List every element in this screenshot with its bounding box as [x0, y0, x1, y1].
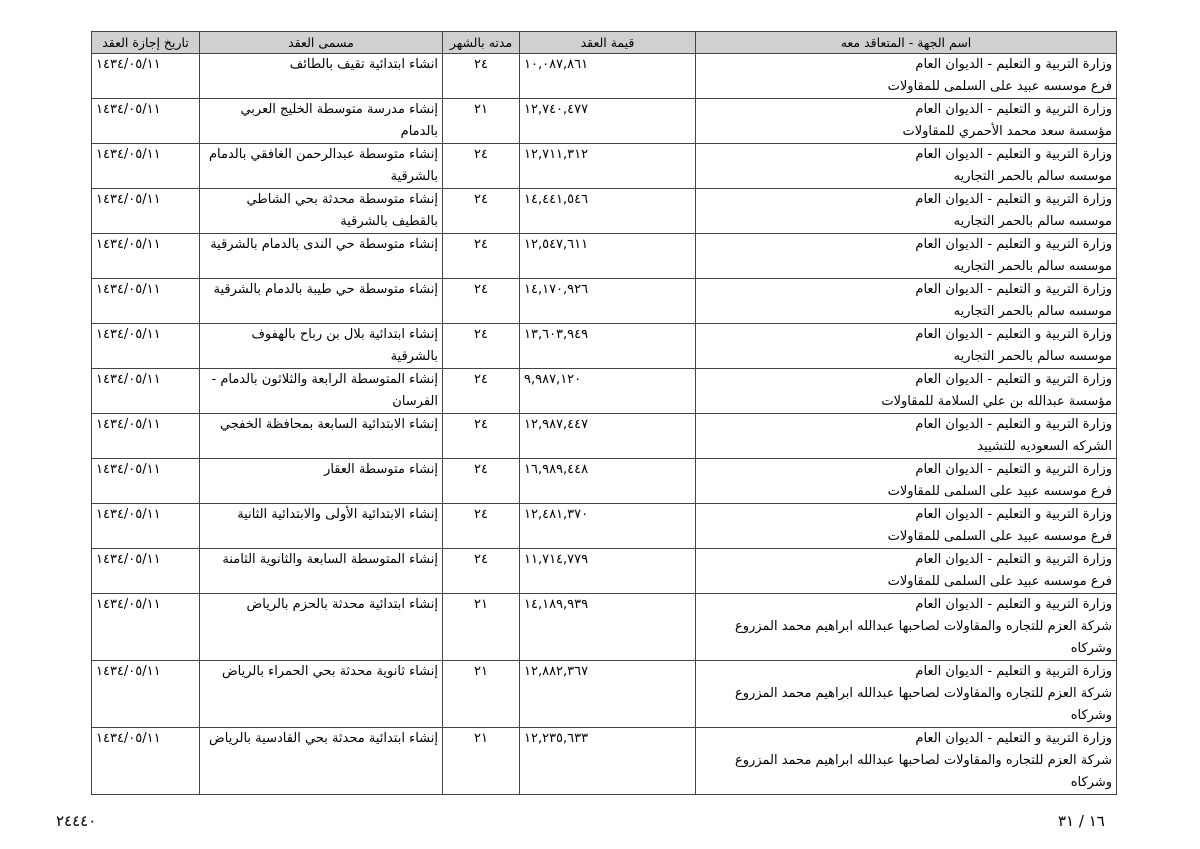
cell-title: إنشاء الابتدائية الأولى والابتدائية الثانية [200, 504, 443, 549]
cell-entity [696, 234, 1117, 279]
cell-duration: ٢١ [443, 594, 520, 661]
cell-duration: ٢٤ [443, 369, 520, 414]
cell-value: ١٦,٩٨٩,٤٤٨ [520, 459, 696, 504]
entity-ministry: وزارة التربية و التعليم - الديوان العام [915, 552, 1112, 567]
cell-duration: ٢٤ [443, 144, 520, 189]
cell-date: ١٤٣٤/٠٥/١١ [92, 189, 200, 234]
cell-entity [696, 504, 1117, 549]
entity-contractor: موسسه سالم بالحمر التجاريه [953, 214, 1112, 229]
cell-duration: ٢٤ [443, 54, 520, 99]
entity-contractor: موسسه سالم بالحمر التجاريه [953, 259, 1112, 274]
cell-value: ١٤,١٨٩,٩٣٩ [520, 594, 696, 661]
cell-date: ١٤٣٤/٠٥/١١ [92, 279, 200, 324]
cell-title: إنشاء ابتدائية محدثة بحي القادسية بالرياض [200, 728, 443, 795]
table-row [92, 54, 1117, 99]
cell-date: ١٤٣٤/٠٥/١١ [92, 594, 200, 661]
cell-title: انشاء ابتدائية تقيف بالطائف [200, 54, 443, 99]
cell-entity [696, 54, 1117, 99]
cell-duration: ٢١ [443, 728, 520, 795]
cell-duration: ٢٤ [443, 189, 520, 234]
cell-title: إنشاء المتوسطة الرابعة والثلاثون بالدمام - الفرسان [200, 369, 443, 414]
cell-value: ١٢,٥٤٧,٦١١ [520, 234, 696, 279]
entity-contractor: مؤسسة عبدالله بن علي السلامة للمقاولات [881, 394, 1112, 409]
cell-title: إنشاء متوسطة محدثة بحي الشاطي بالقطيف بالشرقية [200, 189, 443, 234]
table-row [92, 189, 1117, 234]
cell-duration: ٢٤ [443, 504, 520, 549]
cell-duration: ٢٤ [443, 324, 520, 369]
cell-value: ١١,٧١٤,٧٧٩ [520, 549, 696, 594]
entity-ministry: وزارة التربية و التعليم - الديوان العام [915, 327, 1112, 342]
cell-title: إنشاء ابتدائية محدثة بالحزم بالرياض [200, 594, 443, 661]
cell-title: إنشاء ثانوية محدثة بحي الحمراء بالرياض [200, 661, 443, 728]
entity-contractor-cont: وشركاه [1070, 708, 1112, 723]
table-row [92, 369, 1117, 414]
entity-ministry: وزارة التربية و التعليم - الديوان العام [915, 462, 1112, 477]
entity-ministry: وزارة التربية و التعليم - الديوان العام [915, 102, 1112, 117]
cell-date: ١٤٣٤/٠٥/١١ [92, 99, 200, 144]
cell-date: ١٤٣٤/٠٥/١١ [92, 234, 200, 279]
table-row [92, 594, 1117, 661]
entity-contractor-cont: وشركاه [1070, 775, 1112, 790]
table-row [92, 549, 1117, 594]
cell-value: ١٢,٩٨٧,٤٤٧ [520, 414, 696, 459]
cell-value: ١٢,٧١١,٣١٢ [520, 144, 696, 189]
cell-entity [696, 279, 1117, 324]
table-row [92, 279, 1117, 324]
header-entity: اسم الجهة - المتعاقد معه [696, 32, 1117, 54]
entity-contractor: شركة العزم للتجاره والمقاولات لصاحبها عبدالله ابراهيم محمد المزروع [735, 686, 1112, 701]
entity-ministry: وزارة التربية و التعليم - الديوان العام [915, 417, 1112, 432]
table-row [92, 144, 1117, 189]
entity-contractor-cont: وشركاه [1070, 641, 1112, 656]
cell-entity [696, 549, 1117, 594]
cell-entity [696, 594, 1117, 661]
entity-contractor: شركة العزم للتجاره والمقاولات لصاحبها عبدالله ابراهيم محمد المزروع [735, 753, 1112, 768]
entity-contractor: شركة العزم للتجاره والمقاولات لصاحبها عبدالله ابراهيم محمد المزروع [735, 619, 1112, 634]
cell-duration: ٢٤ [443, 414, 520, 459]
cell-value: ١٢,٨٨٢,٣٦٧ [520, 661, 696, 728]
cell-duration: ٢٤ [443, 549, 520, 594]
header-value: قيمة العقد [520, 32, 696, 54]
entity-ministry: وزارة التربية و التعليم - الديوان العام [915, 237, 1112, 252]
table-row [92, 728, 1117, 795]
table-row [92, 504, 1117, 549]
cell-title: إنشاء متوسطة عبدالرحمن الغافقي بالدمام بالشرقية [200, 144, 443, 189]
table-row [92, 324, 1117, 369]
cell-date: ١٤٣٤/٠٥/١١ [92, 549, 200, 594]
entity-ministry: وزارة التربية و التعليم - الديوان العام [915, 597, 1112, 612]
cell-value: ١٤,١٧٠,٩٢٦ [520, 279, 696, 324]
cell-date: ١٤٣٤/٠٥/١١ [92, 728, 200, 795]
table-row [92, 459, 1117, 504]
page-number: ١٦ / ٣١ [1058, 812, 1105, 830]
entity-contractor: موسسه سالم بالحمر التجاريه [953, 349, 1112, 364]
header-duration: مدته بالشهر [443, 32, 520, 54]
document-number: ٢٤٤٤٠ [56, 812, 97, 830]
entity-ministry: وزارة التربية و التعليم - الديوان العام [915, 507, 1112, 522]
cell-entity [696, 324, 1117, 369]
entity-ministry: وزارة التربية و التعليم - الديوان العام [915, 664, 1112, 679]
entity-contractor: فرع موسسه عبيد على السلمى للمقاولات [887, 484, 1112, 499]
entity-contractor: الشركه السعوديه للتشييد [977, 439, 1112, 454]
cell-duration: ٢٤ [443, 459, 520, 504]
table-row [92, 414, 1117, 459]
entity-contractor: مؤسسة سعد محمد الأحمري للمقاولات [902, 124, 1112, 139]
entity-ministry: وزارة التربية و التعليم - الديوان العام [915, 282, 1112, 297]
cell-title: إنشاء متوسطة حي طيبة بالدمام بالشرقية [200, 279, 443, 324]
cell-date: ١٤٣٤/٠٥/١١ [92, 54, 200, 99]
entity-ministry: وزارة التربية و التعليم - الديوان العام [915, 192, 1112, 207]
cell-entity [696, 661, 1117, 728]
cell-duration: ٢١ [443, 661, 520, 728]
cell-date: ١٤٣٤/٠٥/١١ [92, 414, 200, 459]
entity-ministry: وزارة التربية و التعليم - الديوان العام [915, 731, 1112, 746]
cell-date: ١٤٣٤/٠٥/١١ [92, 661, 200, 728]
entity-contractor: فرع موسسه عبيد على السلمى للمقاولات [887, 529, 1112, 544]
table-header-row [92, 32, 1117, 54]
header-date: تاريخ إجازة العقد [92, 32, 200, 54]
cell-date: ١٤٣٤/٠٥/١١ [92, 324, 200, 369]
cell-title: إنشاء متوسطة حي الندى بالدمام بالشرقية [200, 234, 443, 279]
cell-entity [696, 144, 1117, 189]
cell-title: إنشاء متوسطة العقار [200, 459, 443, 504]
table-row [92, 99, 1117, 144]
entity-contractor: موسسه سالم بالحمر التجاريه [953, 169, 1112, 184]
cell-title: إنشاء مدرسة متوسطة الخليج العربي بالدمام [200, 99, 443, 144]
entity-ministry: وزارة التربية و التعليم - الديوان العام [915, 147, 1112, 162]
cell-duration: ٢١ [443, 99, 520, 144]
cell-value: ١٢,٢٣٥,٦٣٣ [520, 728, 696, 795]
entity-ministry: وزارة التربية و التعليم - الديوان العام [915, 57, 1112, 72]
cell-entity [696, 369, 1117, 414]
contracts-table [91, 31, 1117, 795]
cell-value: ٩,٩٨٧,١٢٠ [520, 369, 696, 414]
cell-value: ١٢,٧٤٠,٤٧٧ [520, 99, 696, 144]
cell-title: إنشاء ابتدائية بلال بن رباح بالهفوف بالشرقية [200, 324, 443, 369]
entity-ministry: وزارة التربية و التعليم - الديوان العام [915, 372, 1112, 387]
cell-value: ١٠,٠٨٧,٨٦١ [520, 54, 696, 99]
entity-contractor: فرع موسسه عبيد على السلمى للمقاولات [887, 574, 1112, 589]
cell-entity [696, 414, 1117, 459]
cell-date: ١٤٣٤/٠٥/١١ [92, 459, 200, 504]
cell-entity [696, 459, 1117, 504]
cell-date: ١٤٣٤/٠٥/١١ [92, 144, 200, 189]
cell-entity [696, 189, 1117, 234]
cell-value: ١٢,٤٨١,٣٧٠ [520, 504, 696, 549]
cell-entity [696, 728, 1117, 795]
entity-contractor: موسسه سالم بالحمر التجاريه [953, 304, 1112, 319]
cell-title: إنشاء المتوسطة السابعة والثانوية الثامنة [200, 549, 443, 594]
cell-duration: ٢٤ [443, 234, 520, 279]
cell-value: ١٤,٤٤١,٥٤٦ [520, 189, 696, 234]
cell-date: ١٤٣٤/٠٥/١١ [92, 369, 200, 414]
cell-value: ١٣,٦٠٣,٩٤٩ [520, 324, 696, 369]
cell-date: ١٤٣٤/٠٥/١١ [92, 504, 200, 549]
header-title: مسمى العقد [200, 32, 443, 54]
cell-duration: ٢٤ [443, 279, 520, 324]
table-row [92, 234, 1117, 279]
entity-contractor: فرع موسسه عبيد على السلمى للمقاولات [887, 79, 1112, 94]
table-row [92, 661, 1117, 728]
cell-title: إنشاء الابتدائية السابعة بمحافظة الخفجي [200, 414, 443, 459]
cell-entity [696, 99, 1117, 144]
